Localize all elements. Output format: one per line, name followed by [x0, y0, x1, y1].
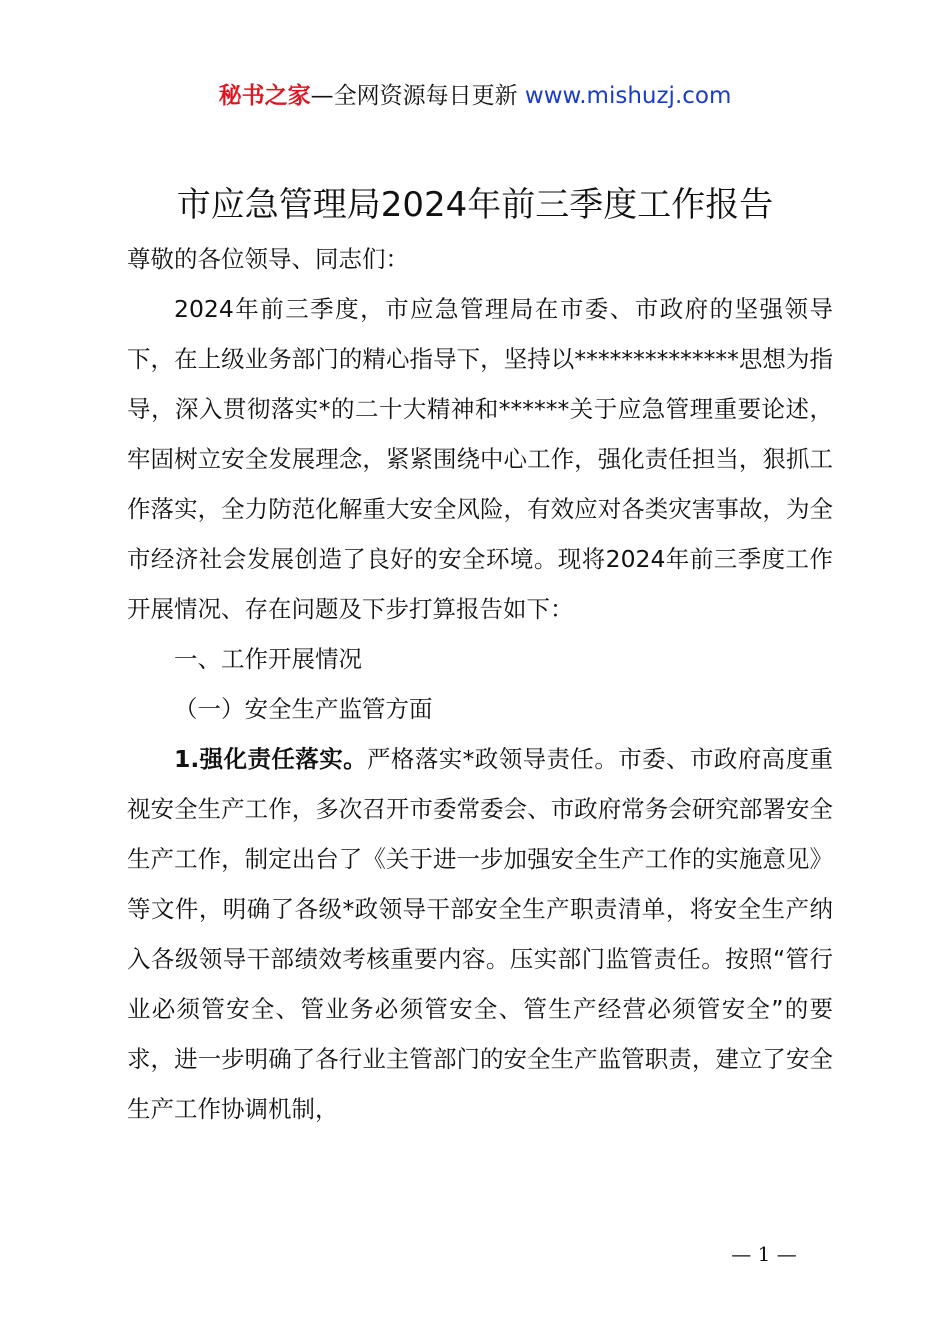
site-url-link[interactable]: www.mishuzj.com	[524, 83, 732, 109]
site-brand: 秘书之家	[218, 83, 311, 109]
item-text: 严格落实*政领导责任。市委、市政府高度重视安全生产工作，多次召开市委常委会、市政府常务会研究部署安全生产工作，制定出台了《关于进一步加强安全生产工作的实施意见》等文件，明确了各级*政领导干部安全生产职责清单，将安全生产纳入各级领导干部绩效考核重要内容。压实部门监管责任。按照“管行业必须管安全、管业务必须管安全、管生产经营必须管安全”的要求，进一步明确了各行业主管部门的安全生产监管职责，建立了安全生产工作协调机制，	[127, 745, 833, 1123]
page-number: — 1 —	[731, 1242, 797, 1266]
subsection-heading: （一）安全生产监管方面	[174, 695, 433, 723]
document-body	[127, 234, 833, 1134]
item-heading: 1.强化责任落实。	[174, 745, 368, 773]
site-header	[0, 80, 950, 112]
site-slogan: —全网资源每日更新	[310, 83, 518, 109]
salutation: 尊敬的各位领导、同志们：	[127, 245, 409, 273]
section-heading: 一、工作开展情况	[174, 645, 362, 673]
document-title: 市应急管理局2024年前三季度工作报告	[176, 185, 774, 225]
intro-paragraph: 2024年前三季度，市应急管理局在市委、市政府的坚强领导下，在上级业务部门的精心指导下，坚持以**************思想为指导，深入贯彻落实*的二十大精神和******关于应急管理重要论述，牢固树立安全发展理念，紧紧围绕中心工作，强化责任担当，狠抓工作落实，全力防范化解重大安全风险，有效应对各类灾害事故，为全市经济社会发展创造了良好的安全环境。现将2024年前三季度工作开展情况、存在问题及下步打算报告如下：	[127, 295, 833, 623]
item-paragraph	[127, 734, 833, 1134]
